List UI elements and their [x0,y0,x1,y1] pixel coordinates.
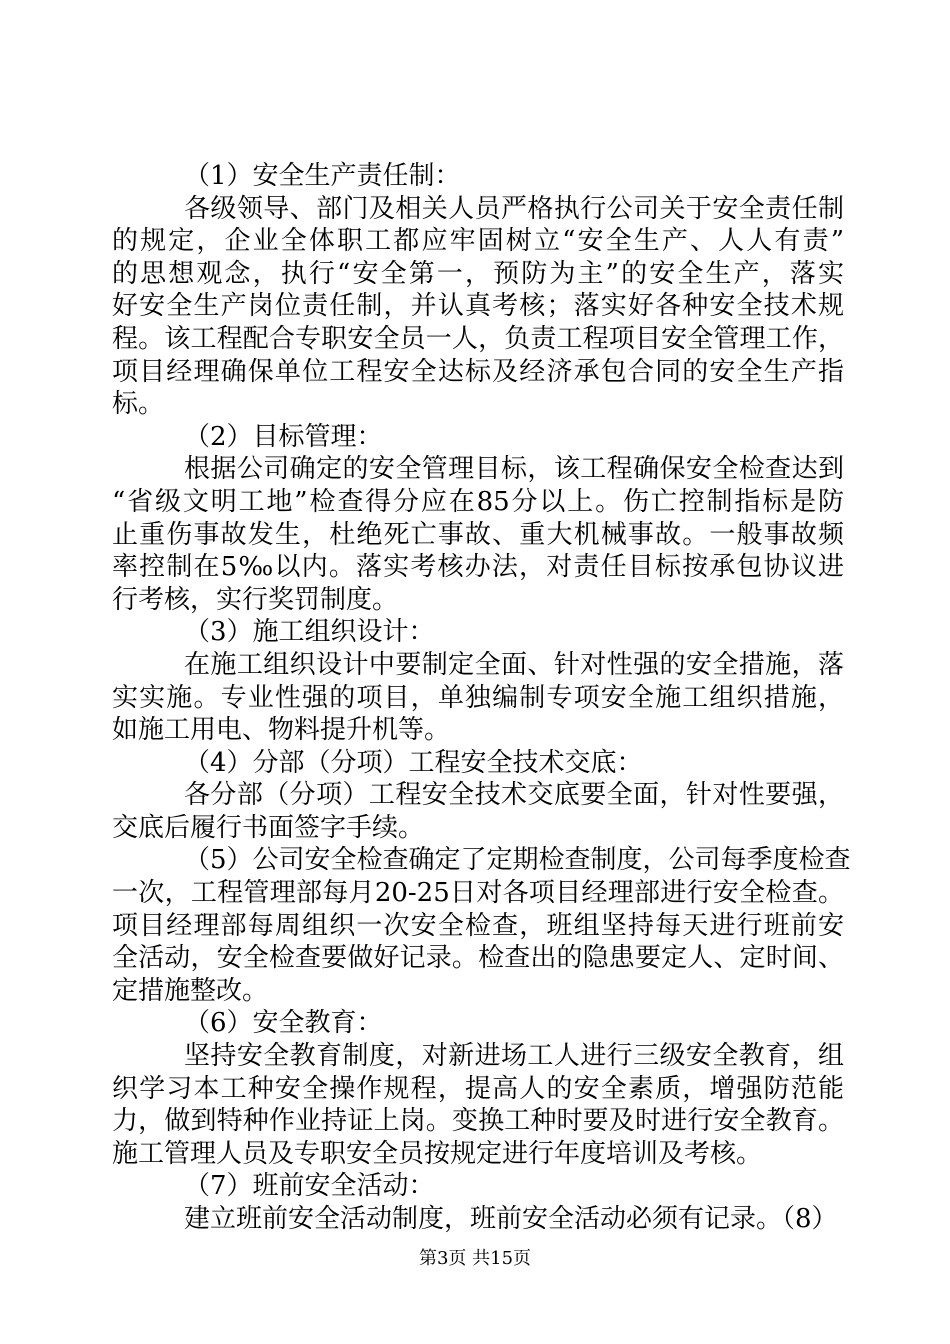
document-line: 各级领导、部门及相关人员严格执行公司关于安全责任制 [184,193,844,224]
document-line: （1）安全生产责任制： [184,161,461,191]
document-line: 织学习本工种安全操作规程，提高人的安全素质，增强防范能 [112,1073,844,1104]
document-line: （2）目标管理： [184,421,383,452]
document-line: 交底后履行书面签字手续。 [112,812,425,843]
page-footer: 第3页 共15页 [418,1248,532,1269]
document-line: 标。 [112,389,165,420]
document-line: 项目经理确保单位工程安全达标及经济承包合同的安全生产指 [112,356,844,387]
document-line: （4）分部（分项）工程安全技术交底： [184,747,643,778]
document-line: 项目经理部每周组织一次安全检查，班组坚持每天进行班前安 [112,910,844,941]
document-line: 程。该工程配合专职安全员一人，负责工程项目安全管理工作， [112,323,844,354]
document-line: 施工管理人员及专职安全员按规定进行年度培训及考核。 [112,1138,763,1169]
document-line: 止重伤事故发生，杜绝死亡事故、重大机械事故。一般事故频 [112,519,844,550]
document-line: 好安全生产岗位责任制，并认真考核；落实好各种安全技术规 [112,291,844,322]
document-line: 建立班前安全活动制度，班前安全活动必须有记录。（8） [184,1204,838,1234]
document-line: 力，做到特种作业持证上岗。变换工种时要及时进行安全教育。 [112,1106,844,1137]
document-line: 各分部（分项）工程安全技术交底要全面，针对性要强， [184,780,844,811]
document-line: “省级文明工地”检查得分应在85分以上。伤亡控制指标是防 [112,486,844,517]
document-line: （6）安全教育： [184,1008,383,1039]
document-line: 实实施。专业性强的项目，单独编制专项安全施工组织措施， [112,682,844,713]
document-line: 行考核，实行奖罚制度。 [112,584,399,615]
document-line: 全活动，安全检查要做好记录。检查出的隐患要定人、定时间、 [112,943,844,974]
document-line: 率控制在5‰以内。落实考核办法，对责任目标按承包协议进 [112,552,844,583]
document-line: （5）公司安全检查确定了定期检查制度，公司每季度检查 [184,845,851,876]
document-line: （3）施工组织设计： [184,617,435,648]
document-line: 的规定，企业全体职工都应牢固树立“安全生产、人人有责” [112,226,844,257]
document-line: （7）班前安全活动： [184,1171,435,1202]
document-line: 一次，工程管理部每月20-25日对各项目经理部进行安全检查。 [112,878,844,909]
document-line: 的思想观念，执行“安全第一，预防为主”的安全生产，落实 [112,258,844,289]
document-line: 坚持安全教育制度，对新进场工人进行三级安全教育，组 [184,1041,844,1072]
document-line: 定措施整改。 [112,975,269,1006]
document-body [112,160,851,1236]
document-line: 如施工用电、物料提升机等。 [112,715,451,746]
document-line: 在施工组织设计中要制定全面、针对性强的安全措施，落 [184,649,844,680]
document-line: 根据公司确定的安全管理目标，该工程确保安全检查达到 [184,454,844,485]
